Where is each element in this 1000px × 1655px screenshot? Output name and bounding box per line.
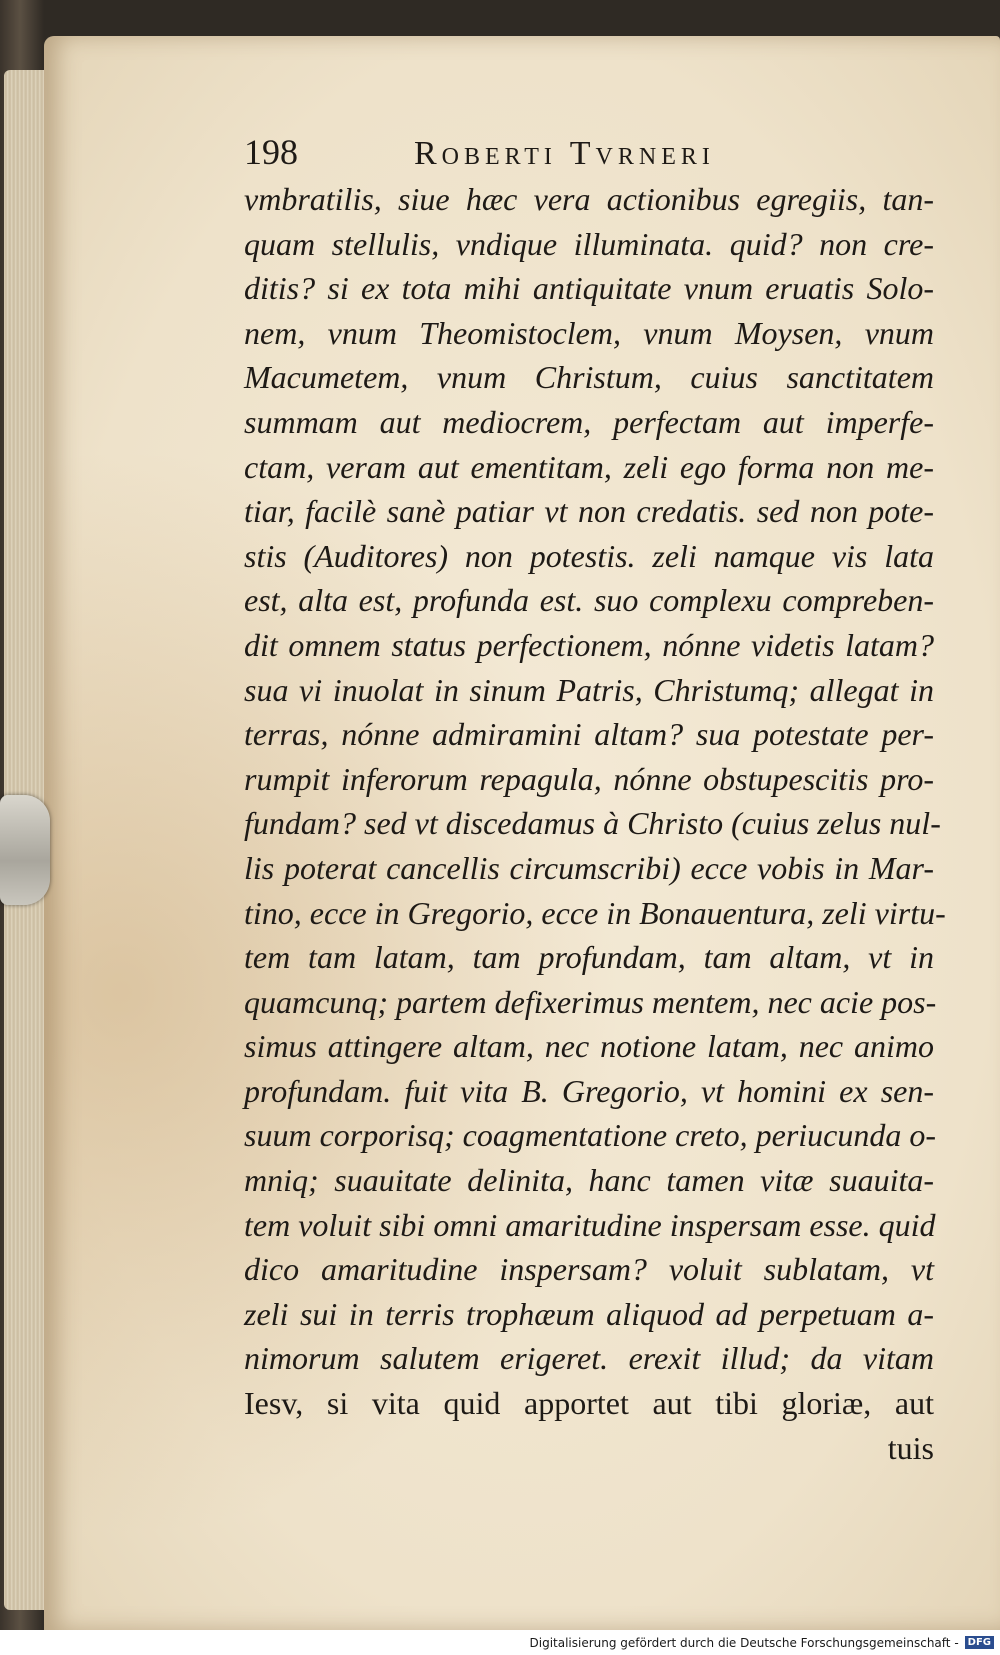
catchword: tuis [887, 1429, 934, 1466]
text-line: lis poterat cancellis circumscribi) ecce vobis in Mar- [244, 849, 934, 886]
text-line: est, alta est, profunda est. suo complexu compreben- [244, 582, 934, 619]
text-line: rumpit inferorum repagula, nónne obstupescitis pro- [244, 760, 934, 797]
text-line: sua vi inuolat in sinum Patris, Christumq; allegat in [244, 671, 934, 708]
text-line: tino, ecce in Gregorio, ecce in Bonauentura, zeli virtu- [244, 894, 946, 931]
text-line: profundam. fuit vita B. Gregorio, vt homini ex sen- [244, 1072, 934, 1109]
text-line: dit omnem status perfectionem, nónne videtis latam? [244, 626, 934, 663]
text-line: ctam, veram aut ementitam, zeli ego forma non me- [244, 448, 934, 485]
footer-credit: Digitalisierung gefördert durch die Deutsche Forschungsgemeinschaft - [529, 1635, 959, 1650]
text-line: tem tam latam, tam profundam, tam altam, vt in [244, 939, 934, 976]
text-line: nimorum salutem erigeret. erexit illud; da vitam [244, 1340, 934, 1377]
text-line: zeli sui in terris trophæum aliquod ad perpetuam a- [244, 1295, 934, 1332]
text-line: mniq; suauitate delinita, hanc tamen vitæ suauita- [244, 1162, 934, 1199]
text-block [244, 131, 984, 1470]
text-line: simus attingere altam, nec notione latam, nec animo [244, 1028, 934, 1065]
text-line: stis (Auditores) non potestis. zeli namque vis lata [244, 537, 934, 574]
text-line: tiar, facilè sanè patiar vt non credatis. sed non pote- [244, 493, 934, 530]
text-line: ditis? si ex tota mihi antiquitate vnum eruatis Solo- [244, 270, 934, 307]
dfg-logo: DFG [965, 1636, 994, 1649]
text-line: nem, vnum Theomistoclem, vnum Moysen, vnum [244, 314, 934, 351]
running-title: Roberti Tvrneri [414, 135, 715, 172]
running-head [244, 131, 984, 177]
text-line: vmbratilis, siue hæc vera actionibus egregiis, tan- [244, 181, 934, 217]
text-line: tem voluit sibi omni amaritudine inspersam esse. quid [244, 1206, 936, 1243]
text-line: Iesv, si vita quid apportet aut tibi gloriæ, aut [244, 1385, 934, 1422]
text-line: fundam? sed vt discedamus à Christo (cuius zelus nul- [244, 805, 941, 842]
text-line: suum corporisq; coagmentatione creto, periucunda o- [244, 1117, 937, 1154]
book-clasp [0, 795, 50, 905]
text-line: quam stellulis, vndique illuminata. quid? non cre- [244, 225, 934, 262]
page-number: 198 [244, 132, 298, 172]
text-line: summam aut mediocrem, perfectam aut imperfe- [244, 403, 934, 440]
text-line: dico amaritudine inspersam? voluit sublatam, vt [244, 1251, 934, 1288]
text-line: quamcunq; partem defixerimus mentem, nec acie pos- [244, 983, 937, 1020]
text-line: terras, nónne admiramini altam? sua potestate per- [244, 716, 934, 753]
digitization-footer [0, 1630, 1000, 1655]
paper-sheet [44, 36, 1000, 1630]
text-line: Macumetem, vnum Christum, cuius sanctitatem [244, 359, 934, 396]
body-text [244, 177, 984, 1470]
